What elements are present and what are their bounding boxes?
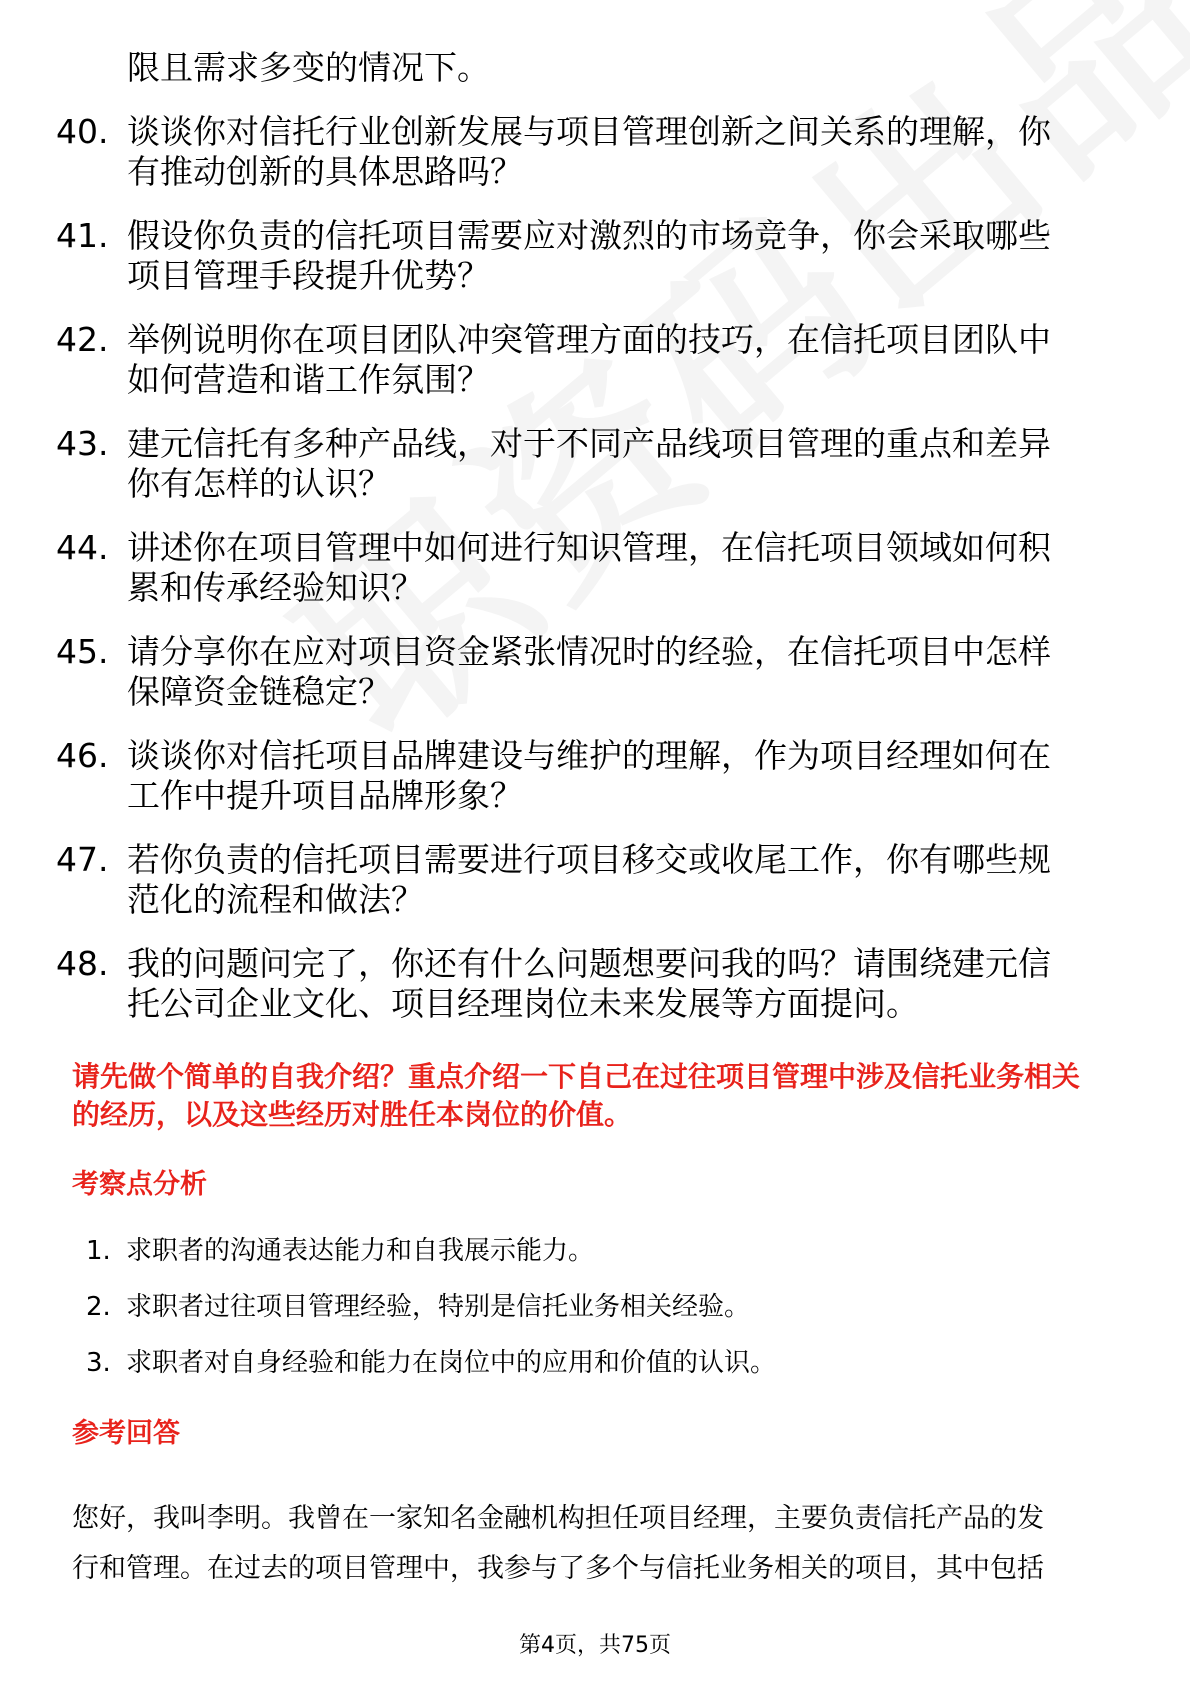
question-item-43: [56, 424, 1136, 528]
analysis-number: 1.: [86, 1236, 111, 1266]
question-list: [56, 112, 1136, 1048]
question-number: 44.: [56, 528, 109, 567]
question-item-41: [56, 216, 1136, 320]
question-text: 我的问题问完了，你还有什么问题想要问我的吗？请围绕建元信 托公司企业文化、项目经理岗位未来发展等方面提问。: [127, 944, 1051, 1023]
reference-answer-heading: 参考回答: [72, 1418, 180, 1449]
question-number: 42.: [56, 320, 109, 359]
question-number: 48.: [56, 944, 109, 983]
analysis-number: 3.: [86, 1348, 111, 1378]
question-number: 45.: [56, 632, 109, 671]
page-footer: 第4页，共75页: [519, 1633, 671, 1658]
analysis-text: 求职者的沟通表达能力和自我展示能力。: [126, 1236, 595, 1266]
analysis-text: 求职者过往项目管理经验，特别是信托业务相关经验。: [126, 1292, 751, 1322]
question-item-40: [56, 112, 1136, 216]
question-item-42: [56, 320, 1136, 424]
question-item-46: [56, 736, 1136, 840]
question-item-45: [56, 632, 1136, 736]
question-text: 假设你负责的信托项目需要应对激烈的市场竞争，你会采取哪些 项目管理手段提升优势？: [127, 216, 1051, 295]
analysis-number: 2.: [86, 1292, 111, 1322]
question-item-47: [56, 840, 1136, 944]
question-item-48: [56, 944, 1136, 1048]
analysis-item: [86, 1290, 1086, 1346]
highlighted-question: 请先做个简单的自我介绍？重点介绍一下自己在过往项目管理中涉及信托业务相关 的经历，以及这些经历对胜任本岗位的价值。: [72, 1060, 1081, 1131]
question-number: 40.: [56, 112, 109, 151]
question-text: 谈谈你对信托项目品牌建设与维护的理解，作为项目经理如何在 工作中提升项目品牌形象？: [127, 736, 1051, 815]
question-number: 46.: [56, 736, 109, 775]
analysis-item: [86, 1346, 1086, 1402]
analysis-heading: 考察点分析: [72, 1169, 207, 1200]
question-text: 请分享你在应对项目资金紧张情况时的经验，在信托项目中怎样 保障资金链稳定？: [127, 632, 1051, 711]
question-text: 讲述你在项目管理中如何进行知识管理，在信托项目领域如何积 累和传承经验知识？: [127, 528, 1051, 607]
analysis-list: [86, 1234, 1086, 1402]
question-number: 41.: [56, 216, 109, 255]
question-item-44: [56, 528, 1136, 632]
question-number: 47.: [56, 840, 109, 879]
reference-answer-text: 您好，我叫李明。我曾在一家知名金融机构担任项目经理，主要负责信托产品的发 行和管理。在过去的项目管理中，我参与了多个与信托业务相关的项目，其中包括: [72, 1503, 1044, 1584]
question-number: 43.: [56, 424, 109, 463]
question-text: 谈谈你对信托行业创新发展与项目管理创新之间关系的理解，你 有推动创新的具体思路吗？: [127, 112, 1051, 191]
analysis-item: [86, 1234, 1086, 1290]
question-text: 建元信托有多种产品线，对于不同产品线项目管理的重点和差异 你有怎样的认识？: [127, 424, 1051, 503]
question-continuation: 限且需求多变的情况下。: [127, 48, 490, 87]
question-text: 若你负责的信托项目需要进行项目移交或收尾工作，你有哪些规 范化的流程和做法？: [127, 840, 1051, 919]
analysis-text: 求职者对自身经验和能力在岗位中的应用和价值的认识。: [126, 1348, 777, 1378]
question-text: 举例说明你在项目团队冲突管理方面的技巧，在信托项目团队中 如何营造和谐工作氛围？: [127, 320, 1051, 399]
